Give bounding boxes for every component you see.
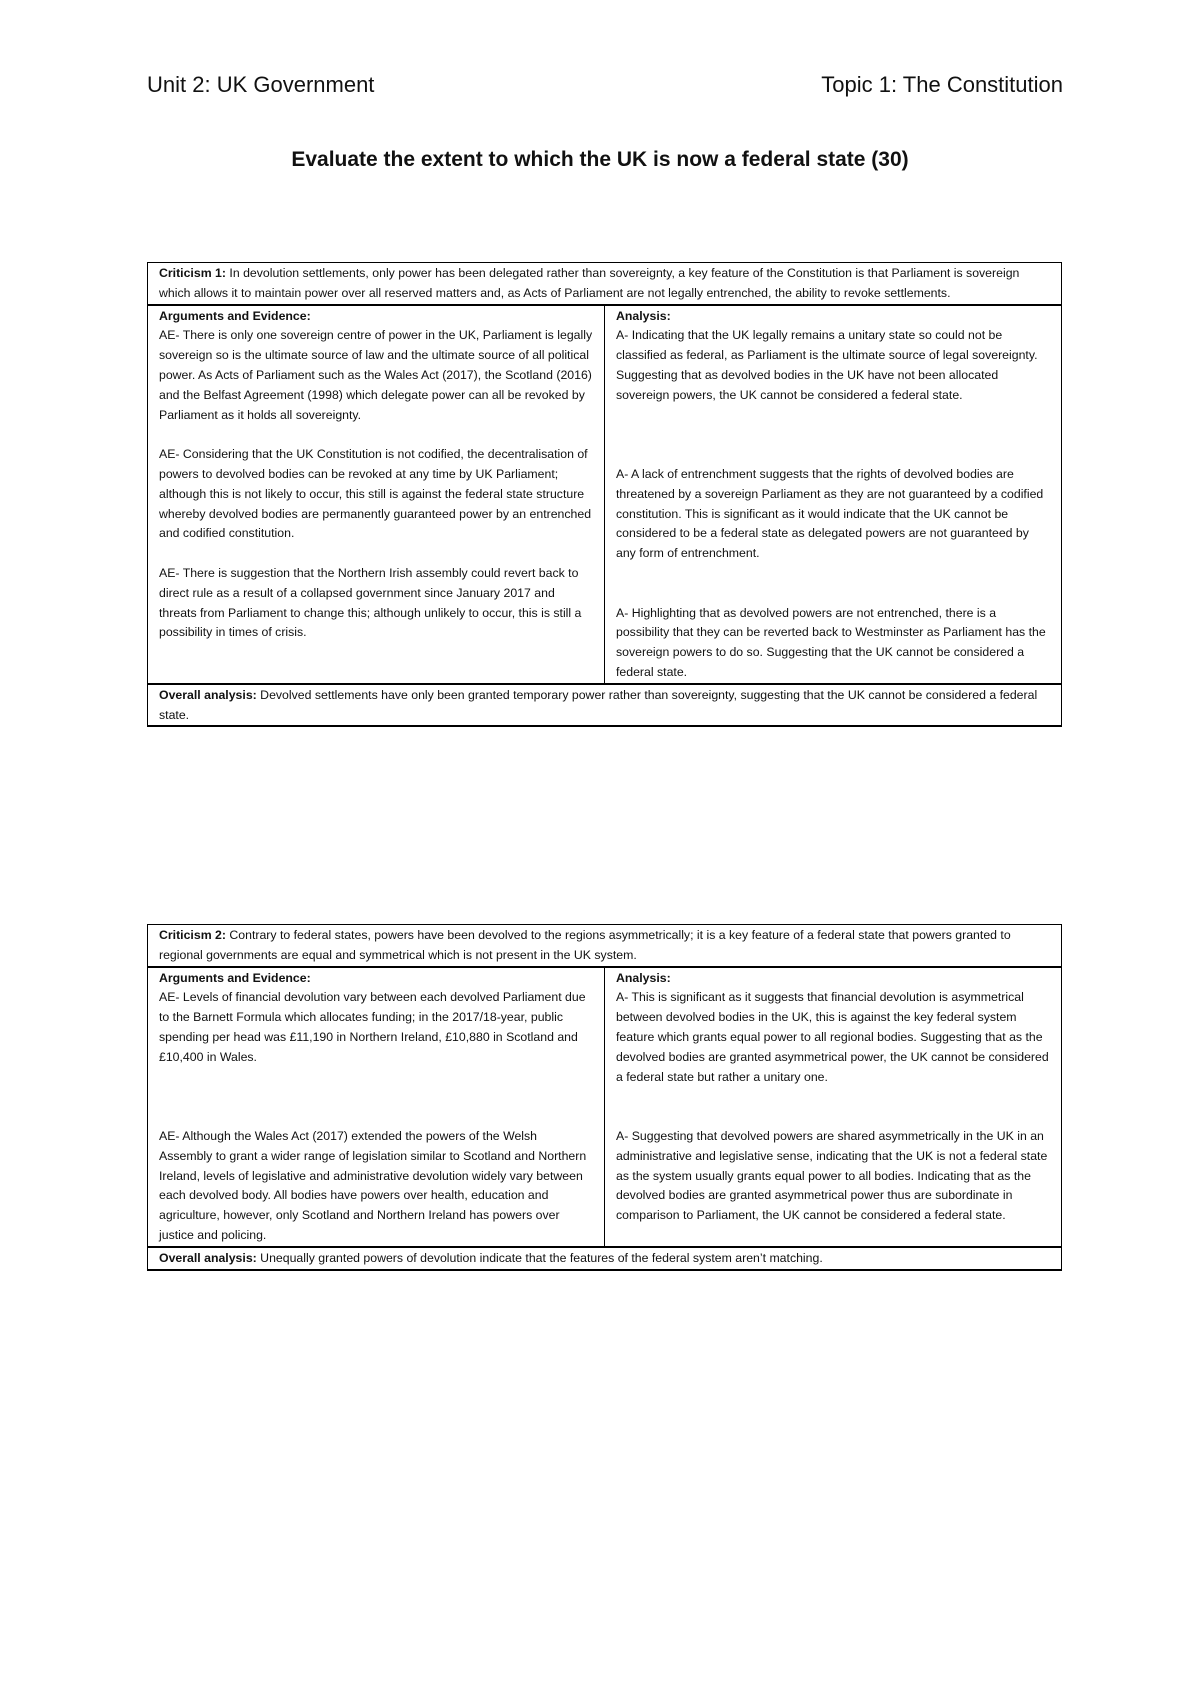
criticism-2-arguments-cell [148,967,605,1247]
criticism-1-arguments-cell [148,305,605,684]
argument-1-1: AE- There is only one sovereign centre of power in the UK, Parliament is legally sovereign so is the ultimate source of law and the ultimate source of all political power. As Acts of Parliament such as the Wales Act (2017), the Scotland (2016) and the Belfast Agreement (1998) which delegate power can all be revoked by Parliament as it holds all sovereignty. [159,328,593,422]
criticism-2-overall [148,1247,1062,1270]
analysis-2-2: A- Suggesting that devolved powers are shared asymmetrically in the UK in an administrative and legislative sense, indicating that the UK is not a federal state as the system usually grants equal power to all bodies. Indicating that as the devolved bodies are granted asymmetrical power thus are subordinate in comparison to Parliament, the UK cannot be considered a federal state. [616,1128,1048,1223]
criticism-1-text: In devolution settlements, only power has been delegated rather than sovereignty, a key feature of the Constitution is that Parliament is sovereign which allows it to maintain power over all reserved matters and, as Acts of Parliament are not legally entrenched, the ability to revoke settlements. [159,266,1020,300]
arguments-heading: Arguments and Evidence: [159,308,311,323]
analysis-1-1: A- Indicating that the UK legally remains a unitary state so could not be classified as federal, as Parliament is the ultimate source of legal sovereignty. Suggesting that as devolved bodies in the UK have not been allocated sovereign powers, the UK cannot be considered a federal state. [616,328,1038,402]
analysis-2-1: A- This is significant as it suggests that financial devolution is asymmetrical between devolved bodies in the UK, this is against the key federal system feature which grants equal power to all regional bodies. Suggesting that as the devolved bodies are granted asymmetrical power, the UK cannot be considered a federal state but rather a unitary one. [616,990,1049,1084]
criticism-1-overall [148,684,1062,727]
analysis-1-2: A- A lack of entrenchment suggests that the rights of devolved bodies are threatened by a sovereign Parliament as they are not guaranteed by a codified constitution. This is significant as it would indicate that the UK cannot be considered to be a federal state as delegated powers are not guaranteed by any form of entrenchment. [616,466,1044,561]
unit-label: Unit 2: UK Government [147,72,375,97]
criticism-1-label: Criticism 1: [159,266,226,280]
essay-question-title: Evaluate the extent to which the UK is now a federal state (30) [291,148,909,171]
argument-2-1: AE- Levels of financial devolution vary between each devolved Parliament due to the Barnett Formula which allocates funding; in the 2017/18-year, public spending per head was £11,190 in Northern Ireland, £10,880 in Scotland and £10,400 in Wales. [159,990,586,1064]
analysis-heading: Analysis: [616,970,671,985]
criticism-2-statement [148,925,1062,967]
overall-analysis-label: Overall analysis: [159,687,257,702]
argument-2-2: AE- Although the Wales Act (2017) extended the powers of the Welsh Assembly to grant a wider range of legislation similar to Scotland and Northern Ireland, levels of legislative and administrative devolution widely vary between each devolved body. All bodies have powers over health, education and agriculture, however, only Scotland and Northern Ireland has powers over justice and policing. [159,1128,587,1242]
overall-analysis-label: Overall analysis: [159,1250,257,1265]
criticism-2-label: Criticism 2: [159,928,226,942]
topic-label: Topic 1: The Constitution [821,72,1063,97]
criticism-2-analysis-cell [605,967,1062,1247]
analysis-heading: Analysis: [616,308,671,323]
argument-1-3: AE- There is suggestion that the Northern Irish assembly could revert back to direct rule as a result of a collapsed government since January 2017 and threats from Parliament to change this; although unlikely to occur, this is still a possibility in times of crisis. [159,565,582,640]
argument-1-2: AE- Considering that the UK Constitution is not codified, the decentralisation of powers to devolved bodies can be revoked at any time by UK Parliament; although this is not likely to occur, this still is against the federal state structure whereby devolved bodies are permanently guaranteed power by an entrenched and codified constitution. [159,447,592,541]
criticism-1-analysis-cell [605,305,1062,684]
criticism-1-table [147,262,1062,727]
arguments-heading: Arguments and Evidence: [159,970,311,985]
criticism-2-table [147,924,1062,1271]
analysis-1-3: A- Highlighting that as devolved powers are not entrenched, there is a possibility that they can be reverted back to Westminster as Parliament has the sovereign powers to do so. Suggesting that the UK cannot be considered a federal state. [616,605,1046,679]
criticism-1-statement [148,263,1062,305]
overall-analysis-text: Devolved settlements have only been granted temporary power rather than sovereignty, suggesting that the UK cannot be considered a federal state. [159,687,1038,722]
page-header [147,72,1063,102]
criticism-2-text: Contrary to federal states, powers have been devolved to the regions asymmetrically; it is a key feature of a federal state that powers granted to regional governments are equal and symmetrical which is not present in the UK system. [159,928,1011,962]
overall-analysis-text: Unequally granted powers of devolution indicate that the features of the federal system aren’t matching. [256,1250,823,1265]
